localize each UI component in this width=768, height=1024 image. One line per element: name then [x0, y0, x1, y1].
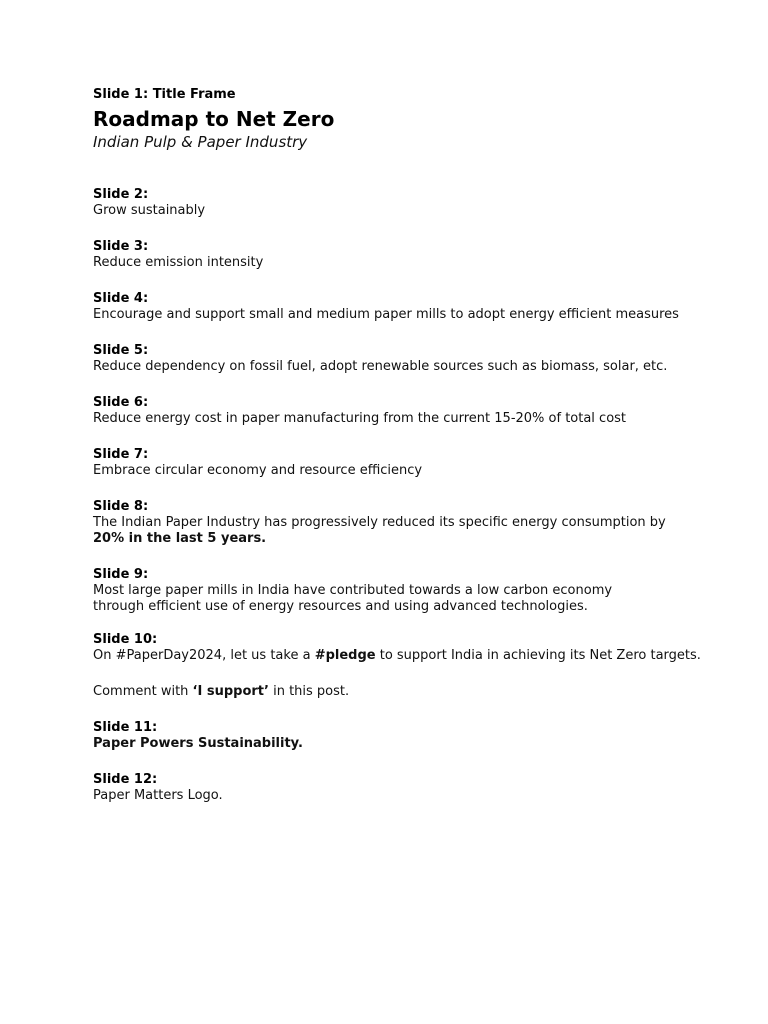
- slide-8-block: [93, 498, 733, 547]
- slide-10-text: [93, 648, 733, 664]
- slide-7-block: [93, 446, 733, 479]
- slide-3-text: Reduce emission intensity: [93, 255, 264, 270]
- slide-8-bold-text: 20% in the last 5 years.: [93, 531, 267, 546]
- slide-6-text: Reduce energy cost in paper manufacturing from the current 15-20% of total cost: [93, 411, 627, 426]
- slide-2-text: Grow sustainably: [93, 203, 206, 218]
- slide-4-label: Slide 4:: [93, 291, 149, 306]
- slide-10-text-before: On #PaperDay2024, let us take a: [93, 648, 315, 663]
- slide-3-block: [93, 238, 733, 271]
- slide-10-label: Slide 10:: [93, 632, 158, 647]
- slide-8-text: The Indian Paper Industry has progressively reduced its specific energy consumption by: [93, 515, 666, 530]
- slide-1-label: Slide 1: Title Frame: [93, 87, 236, 102]
- slide-5-text: Reduce dependency on fossil fuel, adopt renewable sources such as biomass, solar, etc.: [93, 359, 668, 374]
- document-subtitle: Indian Pulp & Paper Industry: [93, 133, 308, 151]
- slide-6-block: [93, 394, 733, 427]
- comment-after: in this post.: [268, 684, 350, 699]
- slide-12-text: Paper Matters Logo.: [93, 788, 223, 803]
- slide-9-block: [93, 566, 733, 615]
- slide-7-label: Slide 7:: [93, 447, 149, 462]
- slide-4-text: Encourage and support small and medium paper mills to adopt energy efficient measures: [93, 307, 679, 322]
- slide-12-block: [93, 771, 733, 804]
- slide-6-label: Slide 6:: [93, 395, 149, 410]
- slide-9-text: Most large paper mills in India have contributed towards a low carbon economy through efficient use of energy resources and using advanced technologies.: [93, 583, 613, 614]
- pledge-hashtag: #pledge: [314, 648, 376, 663]
- document-page: [93, 86, 733, 804]
- slide-5-label: Slide 5:: [93, 343, 149, 358]
- slide-5-block: [93, 342, 733, 375]
- slide-1-block: [93, 86, 733, 152]
- slide-12-label: Slide 12:: [93, 772, 158, 787]
- comment-bold: ‘I support’: [192, 684, 269, 699]
- slide-10-block: [93, 631, 733, 700]
- slide-11-block: [93, 719, 733, 752]
- slide-2-label: Slide 2:: [93, 187, 149, 202]
- slide-4-block: [93, 290, 733, 323]
- slide-8-label: Slide 8:: [93, 499, 149, 514]
- slide-2-block: [93, 186, 733, 219]
- comment-before: Comment with: [93, 684, 193, 699]
- slide-9-label: Slide 9:: [93, 567, 149, 582]
- slide-10-text-after: to support India in achieving its Net Zero targets.: [375, 648, 701, 663]
- slide-3-label: Slide 3:: [93, 239, 149, 254]
- slide-11-text: Paper Powers Sustainability.: [93, 736, 303, 751]
- slide-7-text: Embrace circular economy and resource efficiency: [93, 463, 423, 478]
- slide-11-label: Slide 11:: [93, 720, 158, 735]
- document-title: Roadmap to Net Zero: [93, 107, 335, 131]
- slide-10-comment: [93, 684, 733, 700]
